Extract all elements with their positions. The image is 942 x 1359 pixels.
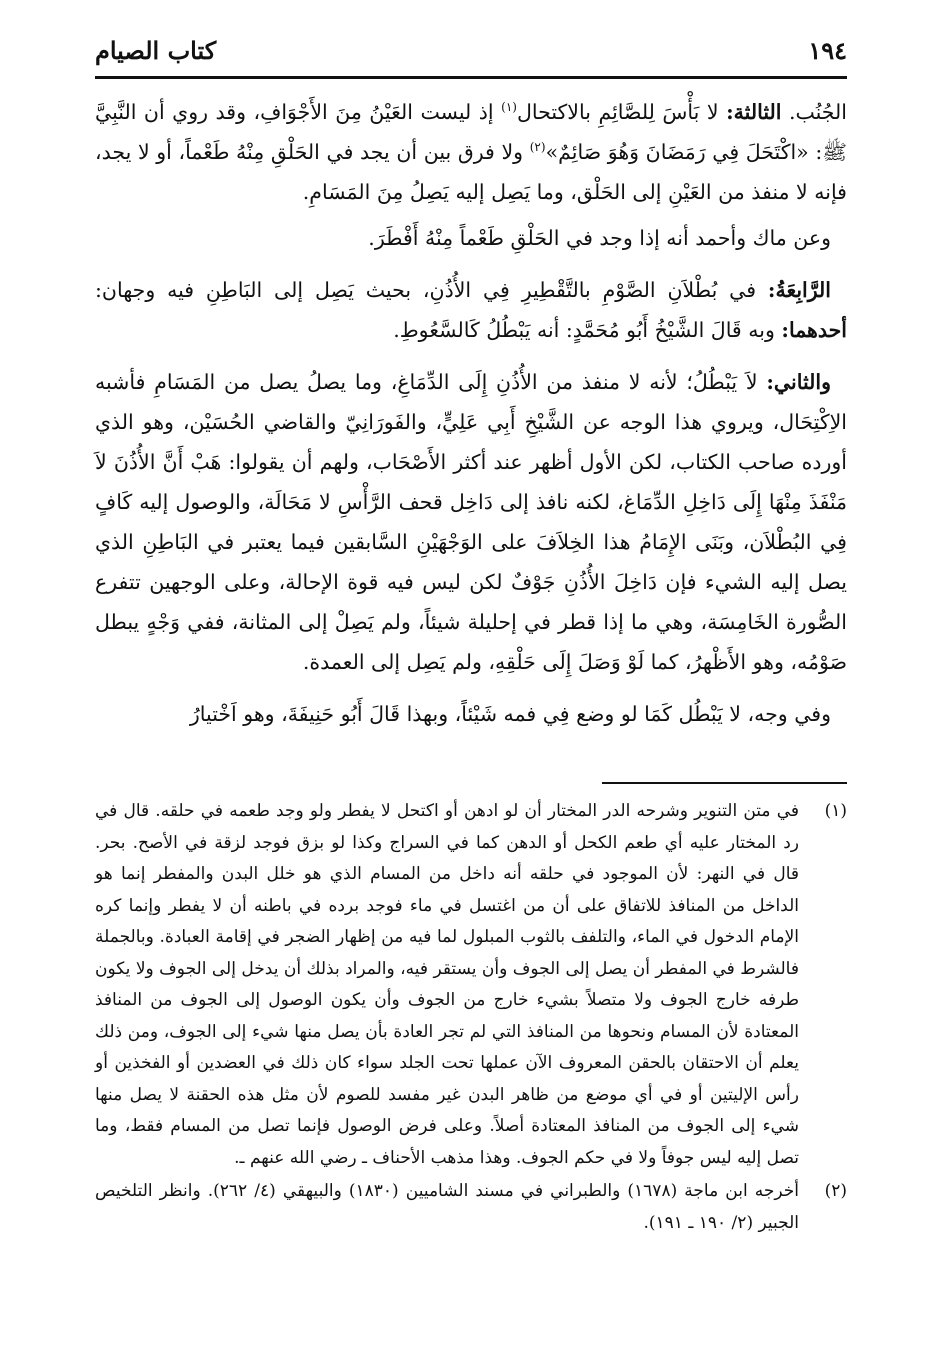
footnote-1 xyxy=(95,796,847,1174)
paragraph-second-opinion xyxy=(95,362,847,682)
paragraph-text: لاَ يَبْطُلُ؛ لأنه لا منفذ من الأُذُنِ إِلَى الدِّمَاغِ، وما يصلُ يصل من المَسَامِ فأشبه الاِكْتِحَال، ويروي هذا الوجه عن الشَّيْخِ أَبِي عَلِيٍّ، والفَورَانِيّ والقاضي الحُسَيْن، وهو الذي أورده صاحب الكتاب، لكن الأول أظهر عند أكثر الأَصْحَاب، ولهم أن يقولوا: هَبْ أَنَّ الأُذُنَ لاَ مَنْفَذَ مِنْهَا إِلَى دَاخِلِ الدِّمَاغ، لكنه نافذ إلى دَاخِل قحف الرَّأْسِ لا مَحَالَة، والوصول إليه كَافٍ فِي البُطْلاَن، وبَنَى الإِمَامُ هذا الخِلاَفَ على الوَجْهَيْنِ السَّابقين فيما يعتبر في البَاطِنِ الذي يصل إليه الشيء فإن دَاخِلَ الأُذُنِ جَوْفٌ لكن ليس فيه قوة الإحالة، وعلى الوجهين تتفرع الصُّورة الخَامِسَة، وهي ما إذا قطر في إحليلة شيئاً، ولم يَصِلْ إلى المثانة، ففي وَجْهٍ يبطل صَوْمُه، وهو الأَظْهرُ، كما لَوْ وَصَلَ إِلَى حَلْقِهِ، ولم يَصِل إلى العمدة. xyxy=(95,370,847,674)
paragraph-other-view xyxy=(95,694,847,734)
paragraph-text: وعن ماك وأحمد أنه إذا وجد في الحَلْقِ طَعْماً مِنْهُ أَفْطَرَ. xyxy=(368,226,831,250)
footnote-2 xyxy=(95,1176,847,1239)
footnotes xyxy=(95,796,847,1241)
paragraph-third-issue xyxy=(95,92,847,212)
paragraph-text: في بُطْلاَنِ الصَّوْمِ بالتَّقْطِيرِ فِي الأُذُنِ، بحيث يَصِل إلى البَاطِنِ فيه وجهان: xyxy=(95,278,757,302)
footnote-ref-1[interactable]: (١) xyxy=(501,100,517,115)
running-header xyxy=(95,30,847,70)
paragraph-text: إذ ليست العَيْنُ مِنَ الأَجْوَافِ، وقد روي أن النَّبِيَّ ﷺ: «اكْتَحَلَ فِي رَمَضَانَ وَهُوَ صَائِمٌ» xyxy=(95,100,848,164)
page-number: ١٩٤ xyxy=(808,35,847,65)
issue-label-fourth: الرَّابِعَةُ: xyxy=(767,278,831,302)
footnote-separator xyxy=(602,782,847,784)
book-title: كتاب الصيام xyxy=(95,35,217,65)
footnote-ref-2[interactable]: (٢) xyxy=(529,140,546,155)
paragraph-text: ولا فرق بين أن يجد في الحَلْقِ مِنْهُ طَعْماً، أو لا يجد، فإنه لا منفذ من العَيْنِ إلى الحَلْق، وما يَصِل إليه يَصِلُ مِنَ المَسَامِ. xyxy=(95,140,847,204)
first-opinion-label: أحدهما: xyxy=(781,318,847,342)
paragraph-malik-ahmad xyxy=(95,218,847,258)
footnote-text: أخرجه ابن ماجة (١٦٧٨) والطبراني في مسند الشاميين (١٨٣٠) والبيهقي (٤/ ٢٦٢). وانظر التلخيص الجبير (٢/ ١٩٠ ـ ١٩١). xyxy=(95,1181,799,1233)
paragraph-lead: الجُنُب. xyxy=(788,100,847,124)
paragraph-fourth-issue xyxy=(95,270,847,350)
main-text xyxy=(95,92,847,746)
paragraph-text: لا بَأْسَ لِلصَّائِمِ بالاكتحال xyxy=(516,100,719,124)
second-opinion-label: والثاني: xyxy=(766,370,831,394)
paragraph-text: وفي وجه، لا يَبْطُل كَمَا لو وضع فِي فمه شَيْئاً، وبهذا قَالَ أَبُو حَنِيفَةَ، وهو اَخْتيارُ xyxy=(189,702,831,726)
footnote-text: في متن التنوير وشرحه الدر المختار أن لو ادهن أو اكتحل لا يفطر ولو وجد طعمه في حلقه. قال في رد المختار عليه أي طعم الكحل أو الدهن كما في السراج وكذا لو بزق فوجد لزقة في الأصح. بحر. قال في النهر: لأن الموجود في حلقه أنه داخل من المسام الذي هو خلل البدن والمفطر إنما هو الداخل من المنافذ للاتفاق على أن من اغتسل في ماء فوجد برده في باطنه أن لا يفطر وإنما كره الإمام الدخول في الماء، والتلفف بالثوب المبلول لما فيه من إظهار الضجر في إقامة العبادة. وبالجملة فالشرط في المفطر أن يصل إلى الجوف وأن يستقر فيه، والمراد بذلك أن يدخل إلى الجوف ولا يكون طرفه خارج الجوف ولا متصلاً بشيء خارج من الجوف وأن يكون الوصول إلى الجوف من المنافذ المعتادة لأن المسام ونحوها من المنافذ التي لم تجر العادة بأن يصل منها شيء إلى الجوف، ومن ذلك يعلم أن الاحتقان بالحقن المعروف الآن عملها تحت الجلد سواء كان ذلك في العضدين أو الفخذين أو رأس الإليتين أو في أي موضع من ظاهر البدن غير مفسد للصوم لأن مثل هذه الحقنة لا يصل منها شيء إلى الجوف من المنافذ المعتادة أصلاً. وعلى فرض الوصول فإنما تصل من المسام فقط، وما تصل إليه ليس جوفاً ولا في حكم الجوف. وهذا مذهب الأحناف ـ رضي الله عنهم ـ. xyxy=(95,801,799,1168)
issue-label-third: الثالثة: xyxy=(726,100,782,124)
header-rule xyxy=(95,76,847,79)
footnote-number: (٢) xyxy=(824,1181,847,1201)
paragraph-text: وبه قَالَ الشَّيْخُ أَبُو مُحَمَّدٍ: أنه يَبْطُلُ كَالسَّعُوطِ. xyxy=(393,318,775,342)
footnote-number: (١) xyxy=(824,801,847,821)
